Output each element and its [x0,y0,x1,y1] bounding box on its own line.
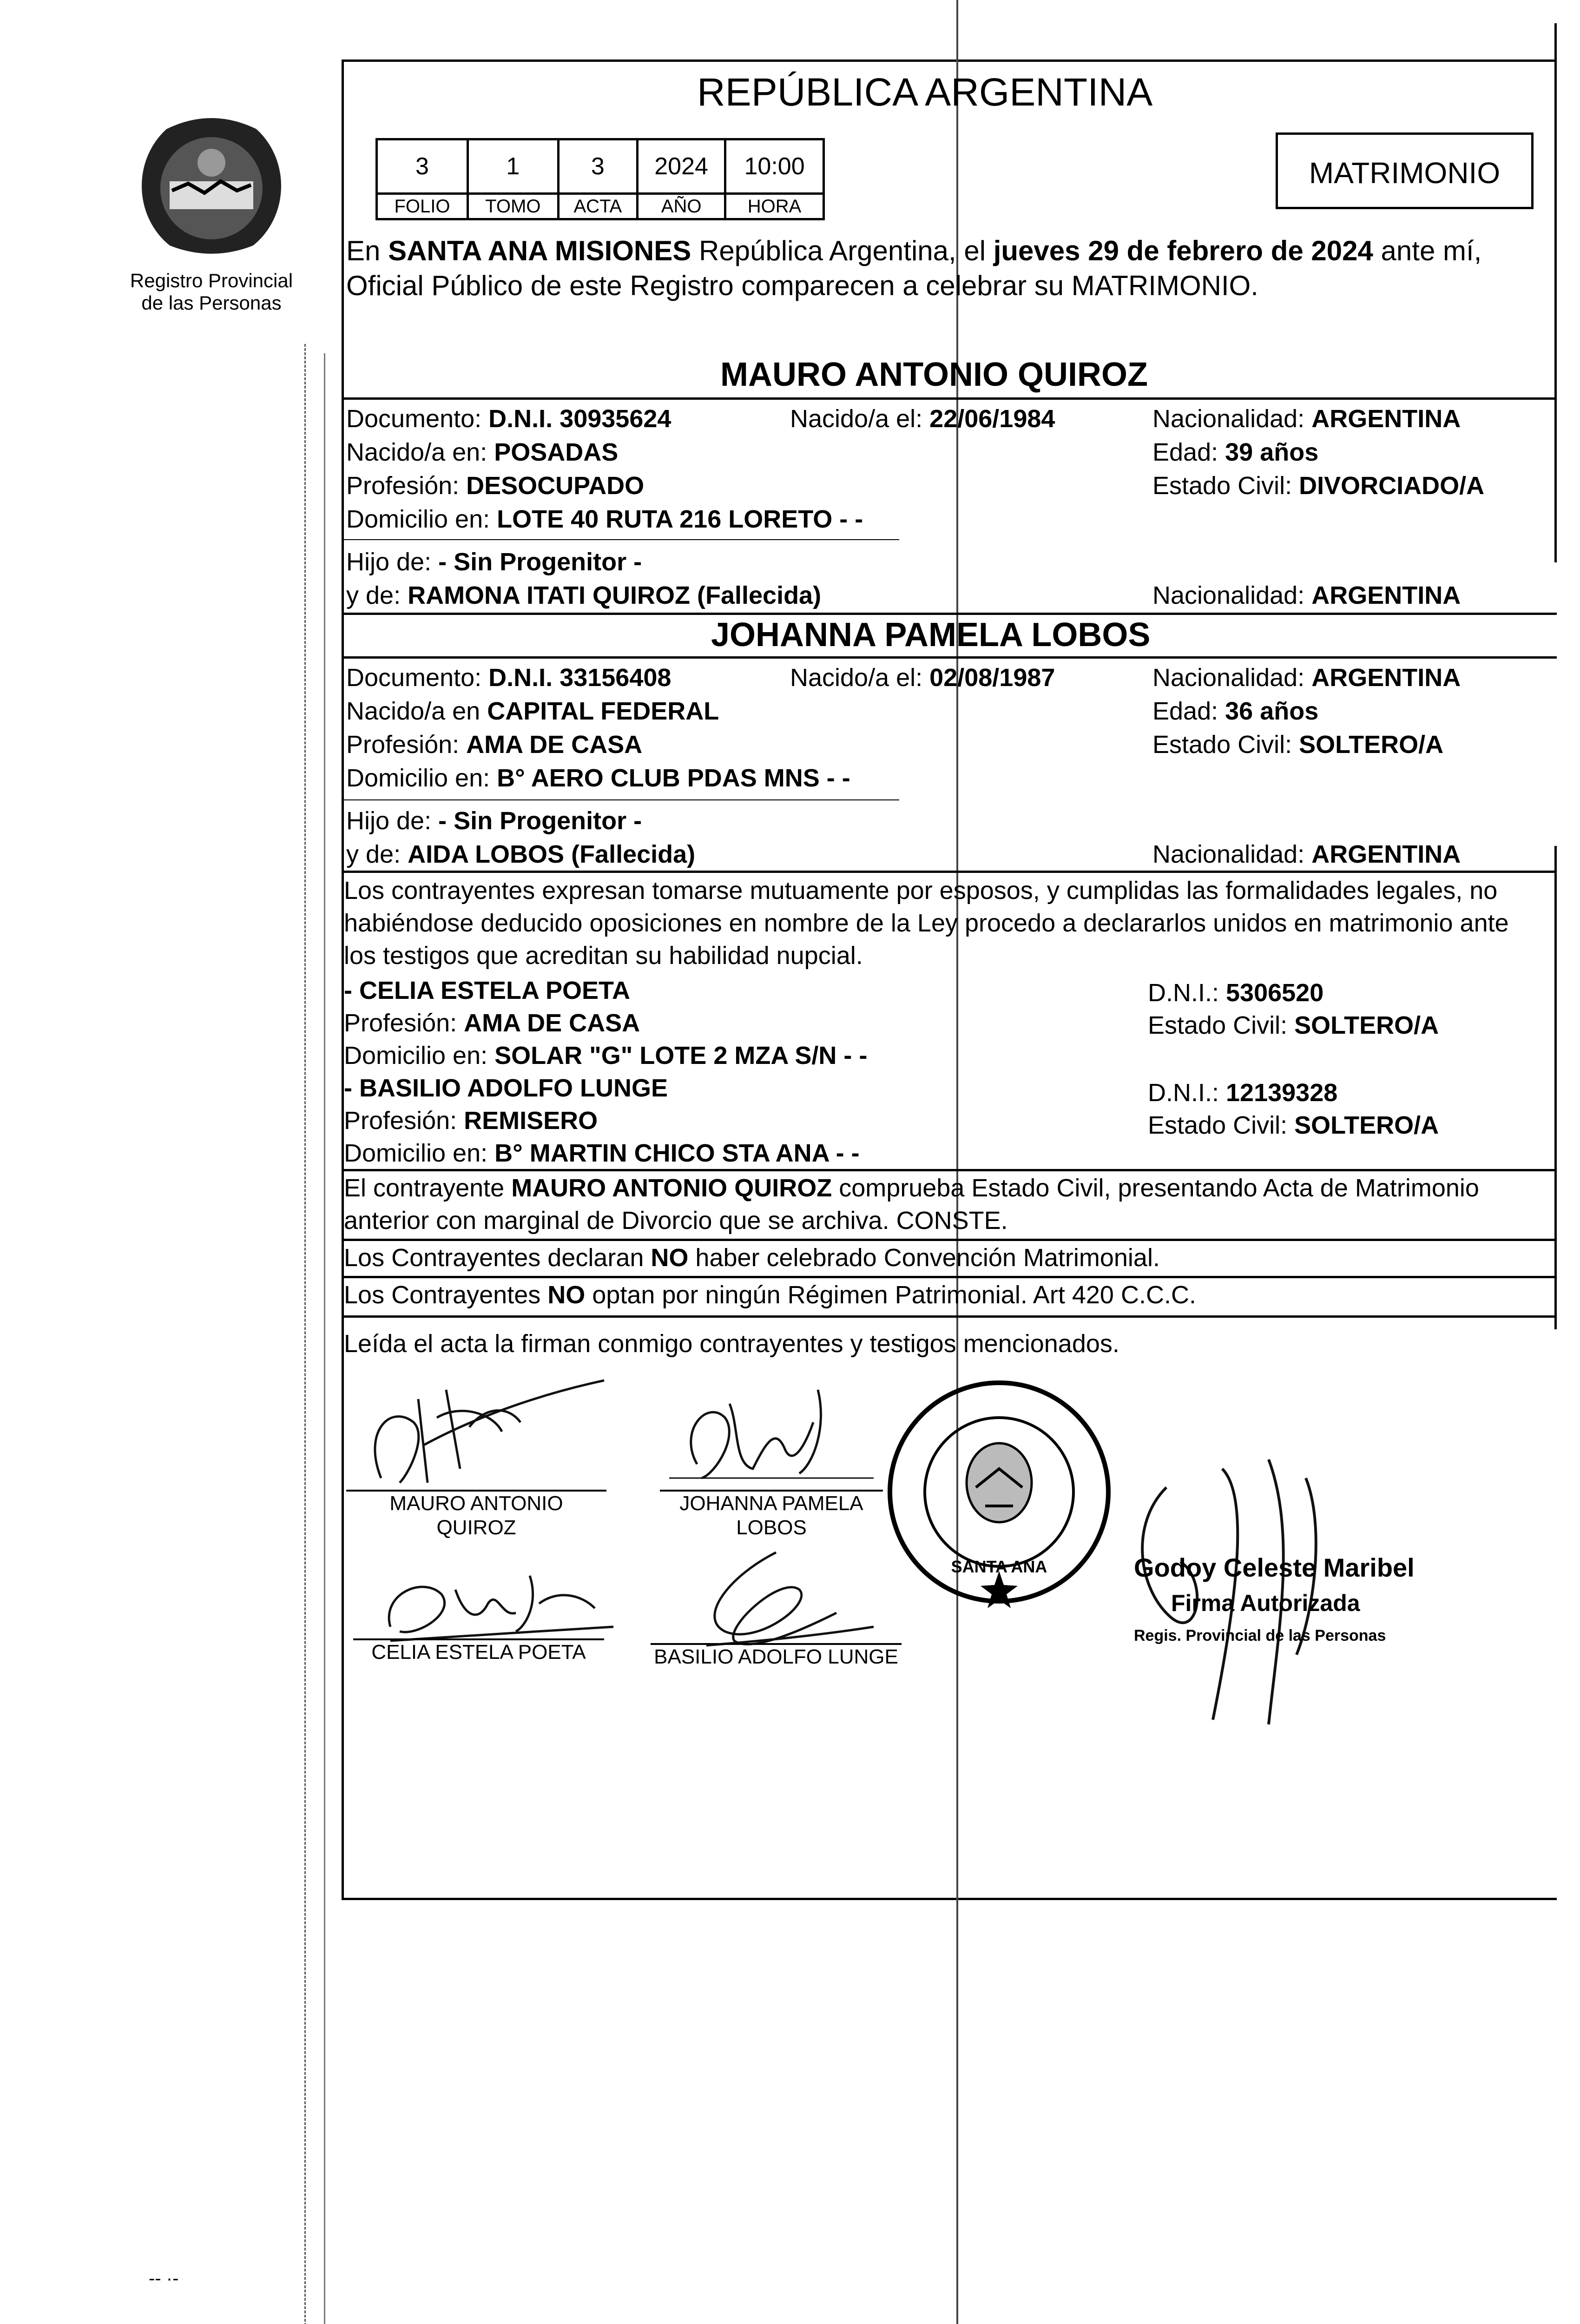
signature-name-2-line-1: JOHANNA PAMELA [679,1492,863,1515]
ceremony-date: jueves 29 de febrero de 2024 [993,235,1373,266]
spouse2-father: Hijo de: - Sin Progenitor - [346,807,642,835]
spouse2-civil-status: Estado Civil: SOLTERO/A [1152,731,1444,759]
signature-name-3: CELIA ESTELA POETA [371,1641,586,1664]
witness-bottom-rule [342,1169,1557,1171]
fold-line [956,0,958,2324]
regime-note: Los Contrayentes NO optan por ningún Régimen Patrimonial. Art 420 C.C.C. [344,1281,1196,1309]
acta-value: 3 [558,139,637,194]
act-type-label: MATRIMONIO [1309,156,1501,190]
tomo-value: 1 [467,139,558,194]
spouse1-left-rule [342,397,344,621]
signature-line-2 [660,1490,883,1492]
signature-name-4: BASILIO ADOLFO LUNGE [654,1645,898,1668]
witness2-profession: Profesión: REMISERO [344,1107,598,1135]
declaration-line-1: Los contrayentes expresan tomarse mutuamente por esposos, y cumplidas las formalidades legales, no [344,877,1498,905]
witness1-address: Domicilio en: SOLAR "G" LOTE 2 MZA S/N - - [344,1042,868,1070]
officer-stamp-title: Firma Autorizada [1171,1590,1360,1616]
officer-stamp-name: Godoy Celeste Maribel [1134,1553,1415,1582]
convention-note-rule [342,1276,1557,1278]
spouse2-profession: Profesión: AMA DE CASA [346,731,643,759]
signature-line-3 [353,1638,604,1640]
spouse1-age: Edad: 39 años [1152,438,1319,466]
spouse1-nationality: Nacionalidad: ARGENTINA [1152,405,1461,433]
witness2-address: Domicilio en: B° MARTIN CHICO STA ANA - - [344,1139,860,1167]
intro-text-a: En [346,235,388,266]
left-margin-rule [304,344,306,2324]
intro-text-b: República Argentina, el [691,235,994,266]
anio-value: 2024 [638,139,725,194]
left-margin-rule-2 [324,353,325,2324]
spouse1-father: Hijo de: - Sin Progenitor - [346,548,642,576]
registry-name-line1: Registro Provincial [130,270,293,291]
folio-value: 3 [377,139,468,194]
frame-right-edge-lower [1554,846,1557,1329]
witness1-profession: Profesión: AMA DE CASA [344,1009,640,1037]
intro-line-2: Oficial Público de este Registro comparecen a celebrar su MATRIMONIO. [346,270,1258,301]
signature-name-1-line-1: MAURO ANTONIO [389,1492,563,1515]
signature-name-1-line-2: QUIROZ [436,1516,516,1539]
spouse2-age: Edad: 36 años [1152,697,1319,725]
witness1-civil-status: Estado Civil: SOLTERO/A [1148,1011,1439,1039]
spouse1-bottom-rule [342,613,1557,615]
spouse1-address: Domicilio en: LOTE 40 RUTA 216 LORETO - - [346,505,863,533]
spouse1-mother: y de: RAMONA ITATI QUIROZ (Fallecida) [346,581,822,609]
spouse1-mid-rule [342,539,899,540]
witness1-dni: D.N.I.: 5306520 [1148,979,1324,1007]
divorce-note-line-2: anterior con marginal de Divorcio que se archiva. CONSTE. [344,1207,1008,1235]
spouse2-name: JOHANNA PAMELA LOBOS [711,616,1151,654]
officer-stamp-office: Regis. Provincial de las Personas [1134,1627,1386,1644]
declaration-line-3: los testigos que acreditan su habilidad nupcial. [344,942,863,970]
witness2-name: - BASILIO ADOLFO LUNGE [344,1074,668,1102]
spouse1-top-rule [342,397,1557,400]
hora-value: 10:00 [725,139,824,194]
signature-name-2-line-2: LOBOS [736,1516,807,1539]
spouse1-profession: Profesión: DESOCUPADO [346,472,645,500]
spouse2-nationality: Nacionalidad: ARGENTINA [1152,664,1461,692]
spouse2-address: Domicilio en: B° AERO CLUB PDAS MNS - - [346,764,850,792]
spouse1-civil-status: Estado Civil: DIVORCIADO/A [1152,472,1485,500]
convention-note: Los Contrayentes declaran NO haber celebrado Convención Matrimonial. [344,1244,1160,1272]
witness1-name: - CELIA ESTELA POETA [344,977,631,1004]
spouse2-mother-nationality: Nacionalidad: ARGENTINA [1152,840,1461,868]
provincial-logo [128,98,295,265]
hora-label: HORA [725,194,824,219]
spouse2-birthdate: Nacido/a el: 02/08/1987 [790,664,1055,692]
stray-mark-1: -- ·- [149,2268,179,2289]
spouse1-birthplace: Nacido/a en: POSADAS [346,438,619,466]
signature-line-1 [346,1490,606,1492]
intro-text-c: ante mí, [1373,235,1482,266]
declaration-line-2: habiéndose deducido oposiciones en nombre de la Ley procedo a declararlos unidos en matrimonio ante [344,909,1509,937]
tomo-label: TOMO [467,194,558,219]
read-and-signed-line: Leída el acta la firman conmigo contrayentes y testigos mencionados. [344,1330,1119,1358]
witness2-civil-status: Estado Civil: SOLTERO/A [1148,1111,1439,1139]
spouse2-bottom-rule [342,871,1557,873]
signature-johanna [660,1371,883,1492]
spouse1-name: MAURO ANTONIO QUIROZ [720,356,1148,393]
seal-center-text: SANTA ANA [951,1557,1047,1576]
witness2-dni: D.N.I.: 12139328 [1148,1079,1338,1107]
divorce-note-rule [342,1239,1557,1241]
spouse2-mid-rule [342,799,899,800]
folio-label: FOLIO [377,194,468,219]
divorce-note-line-1: El contrayente MAURO ANTONIO QUIROZ comprueba Estado Civil, presentando Acta de Matrimonio [344,1174,1479,1202]
spouse2-document: Documento: D.N.I. 33156408 [346,664,672,692]
ceremony-place: SANTA ANA MISIONES [388,235,691,266]
frame-right-edge [1554,23,1557,562]
registry-name-line2: de las Personas [141,292,282,314]
signature-mauro [353,1362,613,1501]
spouse1-mother-nationality: Nacionalidad: ARGENTINA [1152,581,1461,609]
acta-label: ACTA [558,194,637,219]
signature-line-4 [651,1643,902,1645]
spouse1-document: Documento: D.N.I. 30935624 [346,405,672,433]
spouse2-birthplace: Nacido/a en CAPITAL FEDERAL [346,697,719,725]
record-number-table [375,138,825,220]
officer-signature [1129,1441,1389,1729]
spouse2-mother: y de: AIDA LOBOS (Fallecida) [346,840,696,868]
regime-note-rule [342,1315,1557,1318]
spouse1-birthdate: Nacido/a el: 22/06/1984 [790,405,1055,433]
anio-label: AÑO [638,194,725,219]
country-title: REPÚBLICA ARGENTINA [697,70,1153,114]
intro-line-1 [346,235,1481,267]
spouse2-top-rule [342,656,1557,659]
